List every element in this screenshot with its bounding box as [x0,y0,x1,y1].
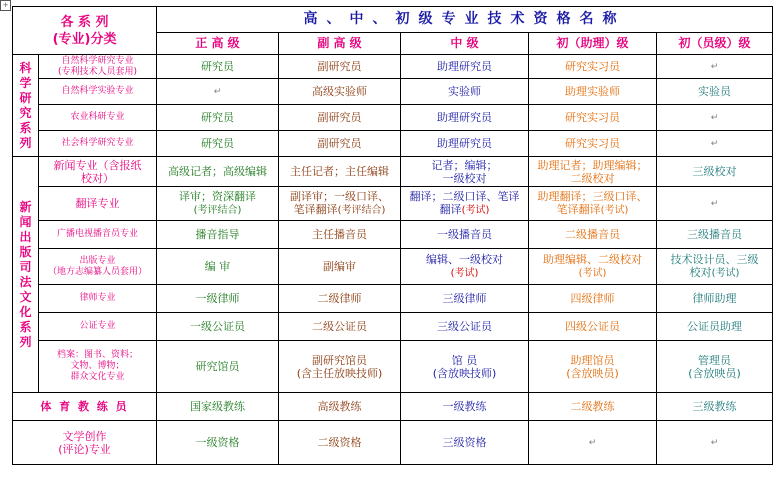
qualification-cell [529,79,657,105]
qualification-text: 公证员助理 [687,320,743,333]
qualification-text: 助理研究员 [437,60,493,73]
qualification-cell [157,249,279,285]
specialty-name [39,221,157,249]
qualification-cell [401,79,529,105]
exam-note: (考试) [578,268,607,279]
qualification-cell [157,55,279,79]
qualification-cell [657,393,773,421]
qualification-cell [529,221,657,249]
qualification-cell [529,421,657,465]
table-row [13,131,773,157]
qualification-text: 一级校对 [442,171,487,185]
table-row [13,157,773,187]
series-label-char: 列 [19,135,32,150]
qualification-cell [157,187,279,221]
qualification-text: 助理研究员 [437,137,493,150]
specialty-name [39,79,157,105]
table-row [13,341,773,393]
series-label [13,157,39,393]
qualification-text: (含主任放映技师) [296,366,383,380]
qualification-cell [401,249,529,285]
qualification-cell [657,157,773,187]
qualification-cell [279,421,401,465]
qualification-cell [157,393,279,421]
qualification-cell [657,313,773,341]
qualification-cell [657,341,773,393]
qualification-cell [157,313,279,341]
table-row [13,79,773,105]
qualification-cell [529,341,657,393]
specialty-name [13,421,157,465]
series-label-char: 化 [19,304,32,319]
qualification-cell [401,341,529,393]
qualification-text: 四级公证员 [565,320,621,333]
qualification-text: (含放映员) [566,366,619,380]
qualification-text: 国家级教练 [190,400,246,413]
level-header-label: 副 高 级 [317,36,362,50]
qualification-text: 副译审；一级口译、 [290,190,390,203]
qualification-text: 三级教练 [692,400,737,413]
qualification-cell [657,79,773,105]
level-header-label: 初（员级）级 [678,36,751,50]
qualification-cell [279,157,401,187]
specialty-name [39,105,157,131]
qualification-cell [529,131,657,157]
series-label-char: 出 [19,229,32,244]
qualification-cell [157,105,279,131]
level-header-label: 初（助理）级 [556,36,629,50]
qualification-text: 四级律师 [570,292,615,305]
qualification-cell [157,285,279,313]
qualification-text: 三级播音员 [687,228,743,241]
table-row [13,313,773,341]
left-ruler [0,0,12,492]
table-title [157,7,773,33]
specialty-name-line: 律师专业 [79,293,116,303]
qualification-text: 研究员 [201,111,235,124]
specialty-name [39,249,157,285]
specialty-name [39,313,157,341]
qualification-text: 一级律师 [195,292,240,305]
qualification-cell [279,131,401,157]
specialty-name-line: 校对） [81,171,114,185]
level-header-5 [657,33,773,55]
specialty-name-line: (专利技术人员套用) [57,66,138,77]
qualification-text: 实验师 [448,85,482,98]
qualification-text: 翻译 [439,203,462,216]
qualification-text: 技术设计员、三级 [670,253,759,266]
qualification-text: 三级律师 [442,292,487,305]
qualification-text: 研究实习员 [565,60,621,73]
paragraph-mark: ↵ [710,438,719,448]
series-label-char: 新 [19,199,32,214]
table-title-text: 高、中、初级专业技术资格名称 [303,11,626,27]
qualification-cell [529,249,657,285]
exam-note: (考试) [461,205,490,216]
paragraph-mark: ↵ [588,438,597,448]
specialty-name-line: （地方志编纂人员套用） [48,266,148,277]
qualification-cell [529,393,657,421]
qualification-text: 副研究馆员 [312,353,368,367]
qualification-text: 助理翻译；三级口译、 [537,190,648,203]
series-label-char: 究 [19,105,32,120]
qualification-cell [401,131,529,157]
qualification-cell [657,285,773,313]
qualification-cell [657,105,773,131]
corner-header-line2: (专业)分类 [52,31,117,47]
qualification-cell [279,393,401,421]
level-header-label: 中 级 [450,36,479,50]
qualification-cell [401,393,529,421]
specialty-name-line: 出版专业 [79,255,116,266]
qualification-text: 实验员 [698,85,732,98]
qualification-cell [279,105,401,131]
qualification-text: 二级校对 [570,171,615,185]
exam-note: (考评结合) [193,205,242,216]
qualification-text: 一级公证员 [190,320,246,333]
table-row [13,221,773,249]
qualification-cell [401,221,529,249]
qualification-cell [157,221,279,249]
qualification-text: 校对 [689,266,712,279]
paragraph-mark: ↵ [710,139,719,149]
qualification-cell [157,79,279,105]
qualification-text: 编 审 [204,260,231,273]
qualification-text: 副研究员 [317,137,362,150]
qualification-cell [401,105,529,131]
qualification-cell [657,221,773,249]
series-label-char: 法 [19,274,32,289]
corner-header [13,7,157,55]
specialty-name-line: 公证专业 [79,321,116,331]
qualification-text: 主任播音员 [312,228,368,241]
series-label-char: 闻 [19,214,32,229]
level-header-4 [529,33,657,55]
qualification-text: 高级记者；高级编辑 [168,165,268,178]
qualification-text: 助理馆员 [570,353,615,367]
specialty-name-line: 文学创作 [62,429,107,443]
qualification-text: 高级教练 [317,400,362,413]
series-label [13,55,39,157]
specialty-name-line: 自然科学实验专业 [61,86,134,96]
qualification-cell [401,313,529,341]
table-move-handle-icon[interactable]: + [0,0,11,11]
specialty-name-line: 文物、博物； [70,361,125,371]
qualification-cell [279,221,401,249]
qualification-cell [279,285,401,313]
qualification-text: 一级资格 [195,436,240,449]
specialty-name [39,131,157,157]
qualification-text: 副编审 [323,260,357,273]
table-row [13,285,773,313]
paragraph-mark: ↵ [710,199,719,209]
qualification-text: 译审；资深翻译 [179,190,257,203]
series-label-char: 列 [19,334,32,349]
series-label-char: 司 [19,259,32,274]
series-label-char: 文 [19,289,32,304]
paragraph-mark: ↵ [710,113,719,123]
qualification-text: 律师助理 [692,292,737,305]
qualification-cell [657,187,773,221]
qualification-text: 管理员 [698,353,732,367]
series-label-char: 研 [19,90,32,105]
specialty-name-line: (评论)专业 [58,442,111,456]
series-label-char: 科 [19,60,32,75]
qualification-cell [279,313,401,341]
series-label-char: 系 [19,319,32,334]
qualification-text: 研究员 [201,60,235,73]
qualification-text: 三级校对 [692,165,737,178]
specialty-name-line: 档案：图书、资料； [57,350,139,360]
qualification-text: 二级资格 [317,436,362,449]
qualification-cell [529,55,657,79]
qualification-cell [401,285,529,313]
qualification-text: 二级播音员 [565,228,621,241]
qualification-cell [279,187,401,221]
table-row [13,55,773,79]
qualification-text: 编辑、一级校对 [426,253,504,266]
specialty-name-line: 自然科学研究专业 [61,55,134,66]
qualification-cell [657,131,773,157]
exam-note: (考试) [600,205,629,216]
series-label-char: 系 [19,120,32,135]
qualification-text: (含放映员) [688,366,741,380]
qualification-cell [529,313,657,341]
specialty-name-line: 社会科学研究专业 [61,138,134,148]
qualification-table-frame [12,6,772,486]
specialty-name [39,157,157,187]
qualification-cell [279,249,401,285]
qualification-text: 主任记者；主任编辑 [290,165,390,178]
qualification-text: 馆 员 [451,353,478,367]
exam-note: (考评结合) [337,205,386,216]
qualification-text: 播音指导 [195,228,240,241]
qualification-text: 二级律师 [317,292,362,305]
qualification-table [12,6,773,465]
paragraph-mark: ↵ [710,62,719,72]
qualification-text: 研究实习员 [565,111,621,124]
qualification-text: 三级公证员 [437,320,493,333]
qualification-cell [401,187,529,221]
paragraph-mark: ↵ [213,87,222,97]
specialty-name [39,341,157,393]
qualification-text: 二级公证员 [312,320,368,333]
qualification-text: 副研究员 [317,111,362,124]
qualification-text: 助理记者；助理编辑； [537,158,648,172]
qualification-cell [401,55,529,79]
qualification-text: 二级教练 [570,400,615,413]
qualification-cell [157,131,279,157]
qualification-cell [657,55,773,79]
qualification-text: (含放映技师) [432,366,497,380]
qualification-text: 三级资格 [442,436,487,449]
qualification-cell [279,341,401,393]
qualification-text: 研究员 [201,137,235,150]
qualification-cell [157,157,279,187]
qualification-cell [157,341,279,393]
qualification-cell [529,187,657,221]
qualification-text: 助理研究员 [437,111,493,124]
qualification-text: 笔译翻译 [556,203,601,216]
qualification-cell [279,55,401,79]
qualification-cell [401,157,529,187]
specialty-name-line: 农业科研专业 [70,112,125,122]
qualification-cell [279,79,401,105]
qualification-cell [657,249,773,285]
table-row [13,249,773,285]
table-row [13,187,773,221]
specialty-name [13,393,157,421]
qualification-text: 一级教练 [442,400,487,413]
corner-header-line1: 各 系 列 [60,14,109,30]
exam-note: (考试) [450,268,479,279]
qualification-text: 笔译翻译 [293,203,338,216]
qualification-text: 研究馆员 [195,360,240,373]
specialty-name-line: 体 育 教 练 员 [40,400,129,413]
qualification-cell [657,421,773,465]
level-header-3 [401,33,529,55]
specialty-name [39,55,157,79]
specialty-name [39,187,157,221]
table-row [13,393,773,421]
level-header-label: 正 高 级 [195,36,240,50]
specialty-name-line: 新闻专业（含报纸 [53,158,142,172]
table-row [13,421,773,465]
qualification-text: 助理编辑、二级校对 [543,253,643,266]
qualification-cell [529,157,657,187]
qualification-text: 翻译；二级口译、笔译 [409,190,520,203]
series-label-char: 版 [19,244,32,259]
specialty-name-line: 翻译专业 [75,197,120,210]
qualification-text: 一级播音员 [437,228,493,241]
header-row-title [13,7,773,33]
qualification-cell [401,421,529,465]
qualification-text: 副研究员 [317,60,362,73]
level-header-1 [157,33,279,55]
qualification-text: 研究实习员 [565,137,621,150]
series-label-char: 学 [19,75,32,90]
qualification-text: 高级实验师 [312,85,368,98]
qualification-cell [529,105,657,131]
qualification-cell [157,421,279,465]
qualification-text: 记者；编辑； [431,158,498,172]
table-row [13,105,773,131]
qualification-cell [529,285,657,313]
exam-note: (考试) [711,268,740,279]
specialty-name-line: 群众文化专业 [70,372,125,382]
level-header-2 [279,33,401,55]
qualification-text: 助理实验师 [565,85,621,98]
specialty-name-line: 广播电视播音员专业 [57,229,139,239]
specialty-name [39,285,157,313]
